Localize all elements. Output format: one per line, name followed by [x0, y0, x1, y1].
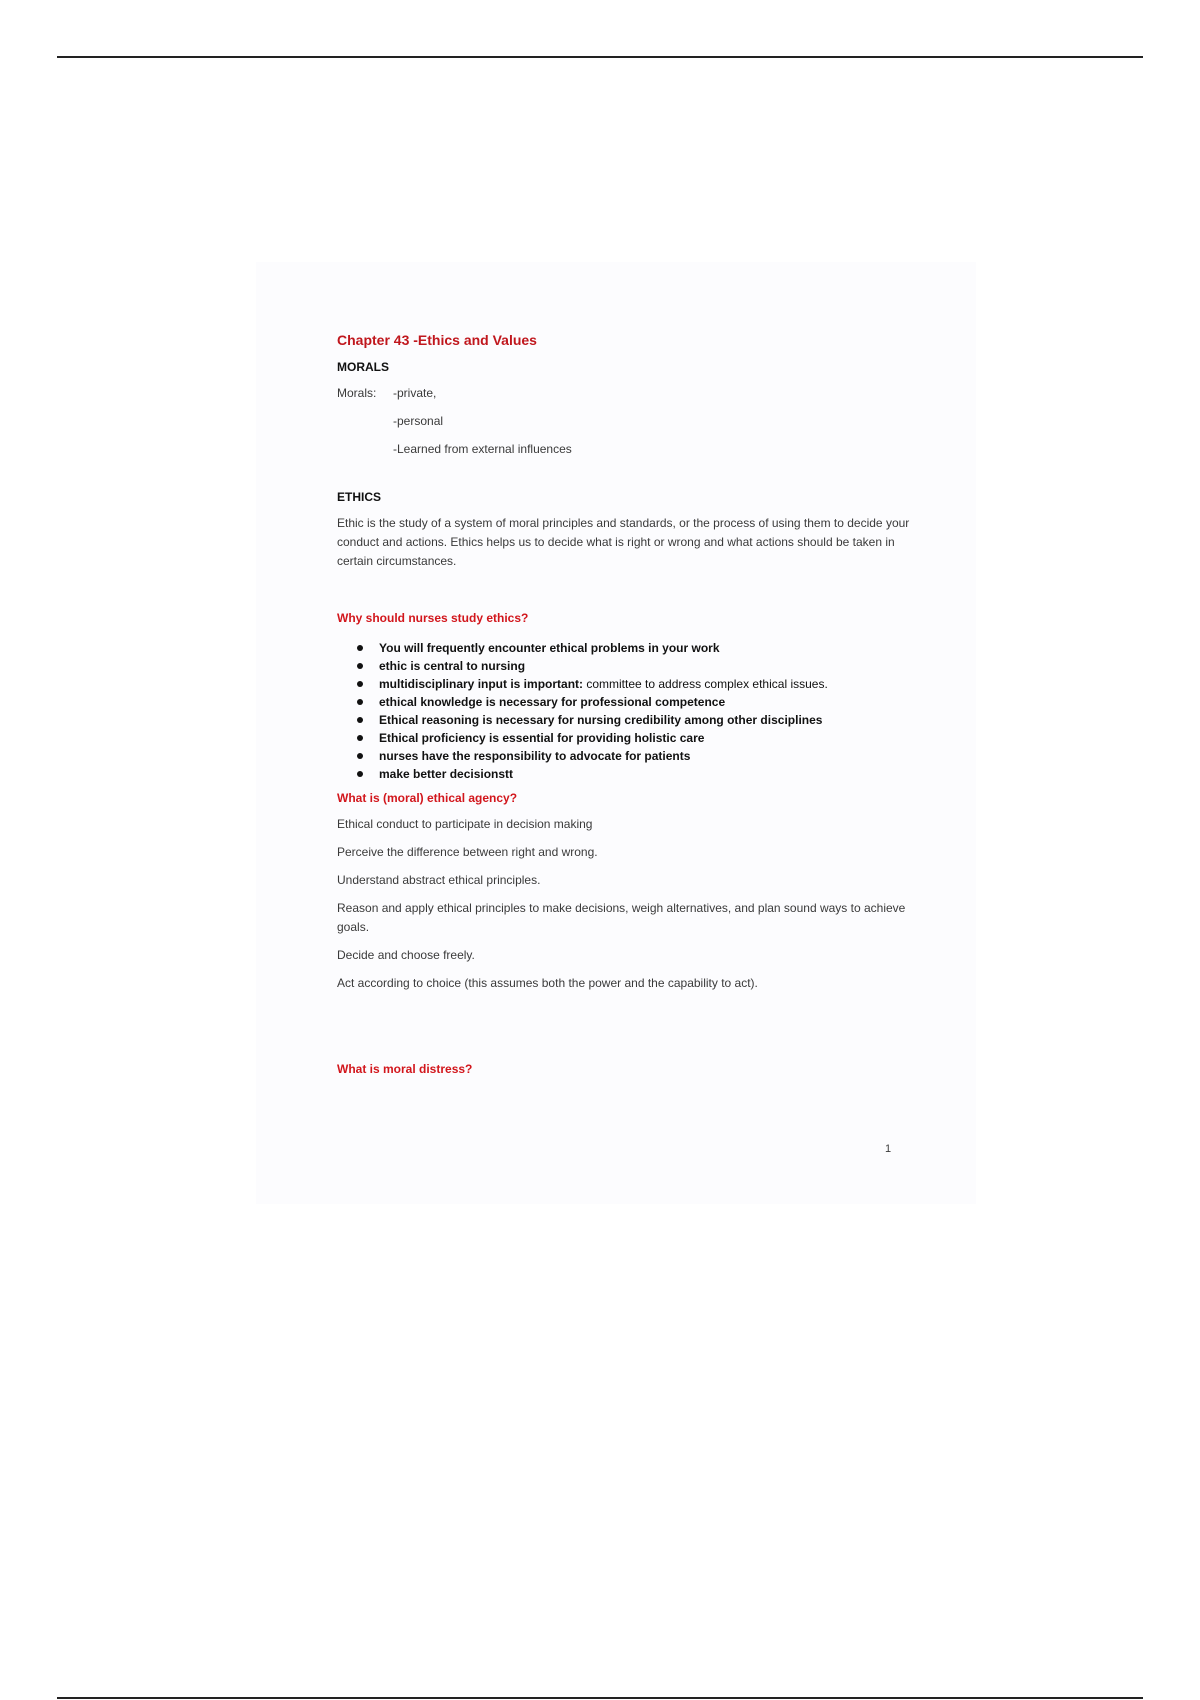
- agency-paragraph: Perceive the difference between right and wrong.: [337, 845, 598, 859]
- agency-paragraph: Understand abstract ethical principles.: [337, 873, 541, 887]
- bullet-icon: [357, 663, 363, 669]
- top-rule: [57, 56, 1143, 58]
- morals-item: -personal: [393, 414, 444, 428]
- distress-heading: What is moral distress?: [337, 1062, 473, 1076]
- list-item: ethic is central to nursing: [379, 657, 917, 675]
- ethics-heading: ETHICS: [337, 490, 382, 504]
- morals-label: Morals:: [337, 386, 377, 400]
- page-number: 1: [885, 1143, 892, 1155]
- list-item: make better decisionstt: [379, 765, 917, 783]
- why-study-heading: Why should nurses study ethics?: [337, 611, 529, 625]
- morals-row: [337, 384, 917, 403]
- bullet-icon: [357, 735, 363, 741]
- agency-paragraph: Reason and apply ethical principles to make decisions, weigh alternatives, and plan sound ways to achieve goals.: [337, 901, 906, 934]
- list-item: Ethical proficiency is essential for providing holistic care: [379, 729, 917, 747]
- bullet-icon: [357, 645, 363, 651]
- agency-paragraph: Decide and choose freely.: [337, 948, 475, 962]
- morals-heading: MORALS: [337, 360, 389, 374]
- ethics-paragraph: Ethic is the study of a system of moral principles and standards, or the process of using them to decide your conduct and actions. Ethics helps us to decide what is right or wrong and what actions should be taken in certain circumstances.: [337, 516, 910, 568]
- document-content: [337, 330, 917, 1086]
- bullet-icon: [357, 771, 363, 777]
- agency-heading: What is (moral) ethical agency?: [337, 791, 518, 805]
- bottom-rule: [57, 1697, 1143, 1699]
- list-item: ethical knowledge is necessary for professional competence: [379, 693, 917, 711]
- agency-paragraph: Act according to choice (this assumes both the power and the capability to act).: [337, 976, 758, 990]
- morals-item: -private,: [393, 386, 437, 400]
- list-item: multidisciplinary input is important: committee to address complex ethical issues.: [379, 675, 917, 693]
- bullet-icon: [357, 717, 363, 723]
- page-title: Chapter 43 -Ethics and Values: [337, 332, 537, 348]
- agency-paragraph: Ethical conduct to participate in decision making: [337, 817, 593, 831]
- bullet-icon: [357, 753, 363, 759]
- list-item: You will frequently encounter ethical problems in your work: [379, 639, 917, 657]
- list-item: nurses have the responsibility to advocate for patients: [379, 747, 917, 765]
- why-study-list: [337, 639, 917, 783]
- bullet-icon: [357, 681, 363, 687]
- list-item: Ethical reasoning is necessary for nursing credibility among other disciplines: [379, 711, 917, 729]
- bullet-icon: [357, 699, 363, 705]
- morals-item: -Learned from external influences: [393, 442, 572, 456]
